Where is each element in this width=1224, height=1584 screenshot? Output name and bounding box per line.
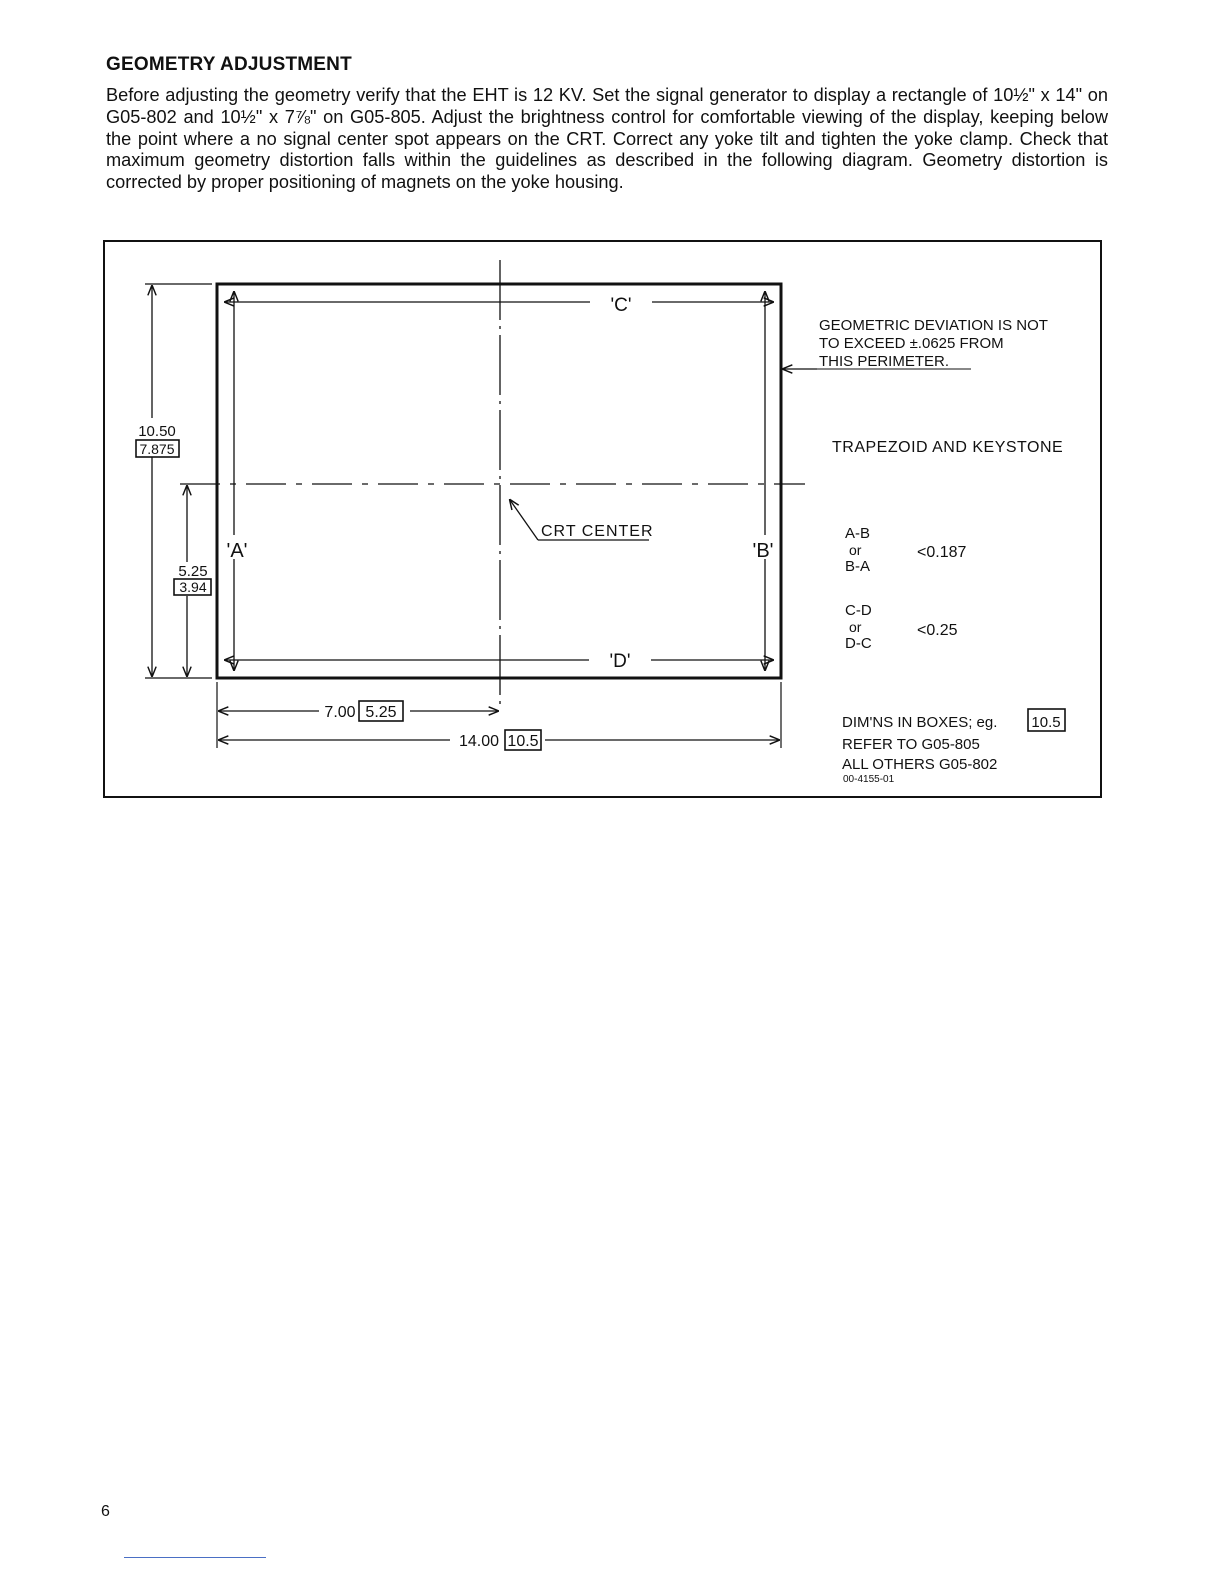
deviation-note-line1: GEOMETRIC DEVIATION IS NOT: [819, 317, 1048, 334]
half-height-value: 5.25: [178, 563, 208, 580]
full-width-boxed-value: 10.5: [507, 733, 539, 750]
label-b: 'B': [752, 540, 774, 562]
footer-rule: [124, 1557, 266, 1558]
full-width-value: 14.00: [458, 733, 500, 750]
page-number: 6: [101, 1503, 110, 1520]
cd-line1: C-D: [845, 602, 872, 619]
dims-note-example-box: 10.5: [1031, 714, 1061, 731]
trapezoid-title: TRAPEZOID AND KEYSTONE: [832, 439, 1064, 456]
geometry-diagram-svg: [105, 242, 1104, 800]
dims-note-line3: ALL OTHERS G05-802: [842, 756, 998, 773]
cd-limit: <0.25: [917, 622, 958, 639]
cd-line2: D-C: [845, 635, 872, 652]
ab-line1: A-B: [845, 525, 871, 542]
dims-note-line2: REFER TO G05-805: [842, 736, 980, 753]
geometry-diagram: [103, 240, 1102, 798]
figure-id: 00-4155-01: [843, 774, 895, 785]
crt-center-label: CRT CENTER: [541, 523, 654, 540]
half-width-value: 7.00: [324, 704, 356, 721]
crt-center-pointer: [510, 500, 538, 540]
deviation-note-line2: TO EXCEED ±.0625 FROM: [819, 335, 1004, 352]
section-heading: GEOMETRY ADJUSTMENT: [106, 54, 352, 75]
ab-line2: B-A: [845, 558, 871, 575]
dims-note-line1: DIM'NS IN BOXES; eg.: [842, 714, 998, 731]
full-height-boxed-value: 7.875: [139, 441, 175, 457]
ab-or: or: [849, 542, 862, 558]
label-c: 'C': [610, 295, 632, 316]
section-body: Before adjusting the geometry verify that the EHT is 12 KV. Set the signal generator to display a rectangle of 10½" x 14" on G05-802 and 10½" x 7⅞" on G05-805. Adjust the brightness control for comfortable viewing of the display, keeping below the point where a no signal center spot appears on the CRT. Correct any yoke tilt and tighten the yoke clamp. Check that maximum geometry distortion falls within the guidelines as described in the following diagram. Geometry distortion is corrected by proper positioning of magnets on the yoke housing.: [106, 85, 1108, 193]
half-height-boxed-value: 3.94: [179, 579, 207, 595]
label-d: 'D': [609, 651, 631, 672]
full-height-value: 10.50: [138, 423, 176, 440]
half-width-boxed-value: 5.25: [365, 704, 397, 721]
cd-or: or: [849, 619, 862, 635]
screen-rectangle: [217, 284, 781, 678]
deviation-note-line3: THIS PERIMETER.: [819, 353, 950, 370]
label-a: 'A': [226, 540, 248, 562]
ab-limit: <0.187: [917, 544, 967, 561]
